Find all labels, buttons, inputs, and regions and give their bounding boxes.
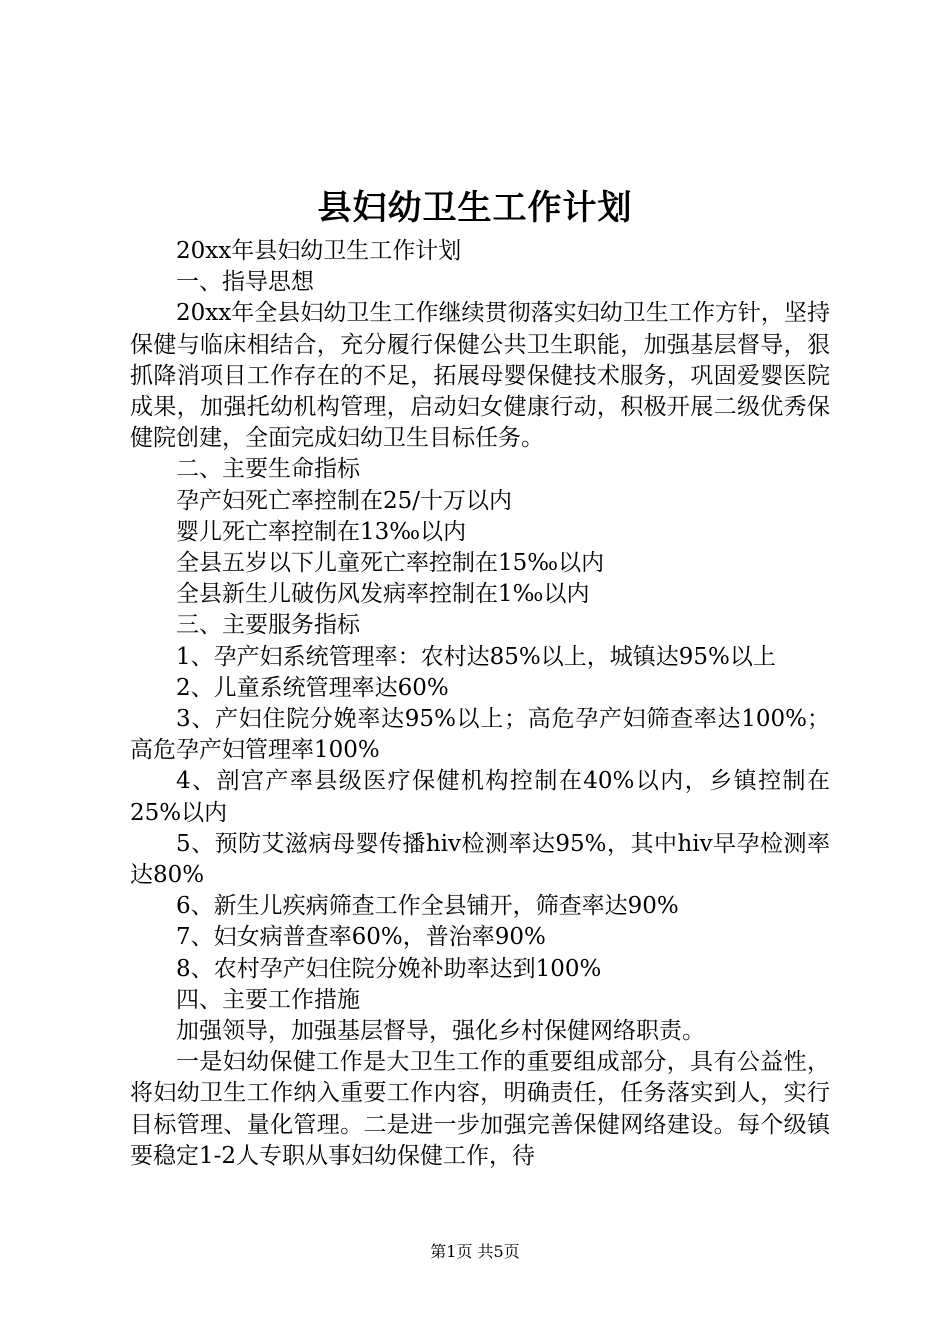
list-item: 4、剖宫产率县级医疗保健机构控制在40%以内，乡镇控制在25%以内 — [130, 768, 830, 826]
document-title: 县妇幼卫生工作计划 — [317, 188, 633, 228]
section-heading: 二、主要生命指标 — [176, 456, 360, 483]
list-item: 全县新生儿破伤风发病率控制在1‰以内 — [176, 581, 590, 608]
list-item: 7、妇女病普查率60%，普治率90% — [176, 924, 546, 951]
section-heading: 三、主要服务指标 — [176, 612, 360, 639]
list-item: 婴儿死亡率控制在13‰以内 — [176, 518, 467, 545]
list-item: 全县五岁以下儿童死亡率控制在15‰以内 — [176, 550, 605, 577]
list-item: 3、产妇住院分娩率达95%以上；高危孕产妇筛查率达100%；高危孕产妇管理率100% — [130, 706, 830, 764]
paragraph: 一是妇幼保健工作是大卫生工作的重要组成部分，具有公益性，将妇幼卫生工作纳入重要工作内容，明确责任，任务落实到人，实行目标管理、量化管理。二是进一步加强完善保健网络建设。每个级镇要稳定1-2人专职从事妇幼保健工作，待 — [130, 1049, 830, 1169]
paragraph: 20xx年县妇幼卫生工作计划 — [176, 238, 462, 264]
list-item: 8、农村孕产妇住院分娩补助率达到100% — [176, 955, 602, 982]
page-footer: 第1页 共5页 — [430, 1242, 520, 1261]
section-heading: 四、主要工作措施 — [176, 986, 360, 1013]
document-body — [130, 236, 830, 1172]
paragraph: 20xx年全县妇幼卫生工作继续贯彻落实妇幼卫生工作方针，坚持保健与临床相结合，充分履行保健公共卫生职能，加强基层督导，狠抓降消项目工作存在的不足，拓展母婴保健技术服务，巩固爱婴医院成果，加强托幼机构管理，启动妇女健康行动，积极开展二级优秀保健院创建，全面完成妇幼卫生目标任务。 — [130, 300, 830, 452]
paragraph: 加强领导，加强基层督导，强化乡村保健网络职责。 — [176, 1018, 705, 1045]
section-heading: 一、指导思想 — [176, 269, 314, 296]
list-item: 5、预防艾滋病母婴传播hiv检测率达95%，其中hiv早孕检测率达80% — [130, 830, 830, 889]
list-item: 2、儿童系统管理率达60% — [176, 674, 449, 701]
list-item: 1、孕产妇系统管理率：农村达85%以上，城镇达95%以上 — [176, 643, 776, 670]
list-item: 6、新生儿疾病筛查工作全县铺开，筛查率达90% — [176, 893, 679, 920]
list-item: 孕产妇死亡率控制在25/十万以内 — [176, 487, 513, 514]
